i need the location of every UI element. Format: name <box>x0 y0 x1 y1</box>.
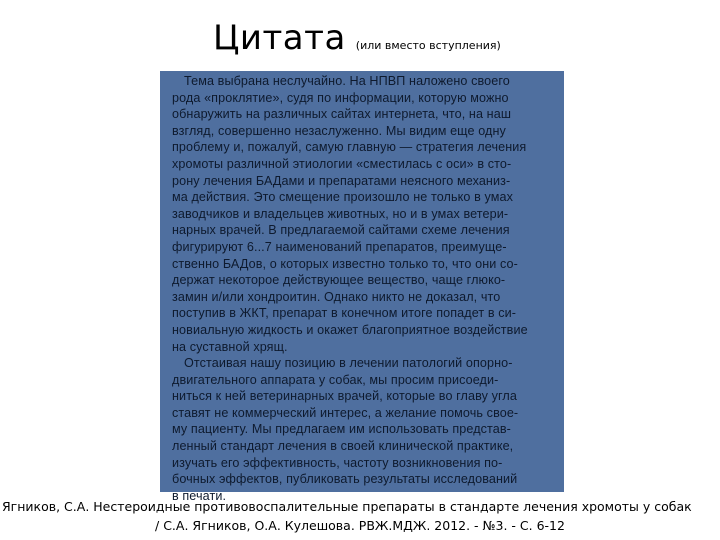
quote-image <box>160 71 564 503</box>
quote-line: ленный стандарт лечения в своей клинической практике, <box>172 439 514 454</box>
quote-line: поступив в ЖКТ, препарат в конечном итоге попадет в си- <box>172 306 517 321</box>
quote-line: бочных эффектов, публиковать результаты исследований <box>172 472 518 487</box>
quote-line: замин и/или хондроитин. Однако никто не доказал, что <box>172 289 501 304</box>
quote-line: держат некоторое действующее вещество, чаще глюко- <box>172 273 506 288</box>
quote-line: ниться к ней ветеринарных врачей, которые во главу угла <box>172 389 517 404</box>
quote-line: Тема выбрана неслучайно. На НПВП наложено своего <box>184 74 510 88</box>
quote-line: на суставной хрящ. <box>172 339 288 354</box>
quote-line: Отстаивая нашу позицию в лечении патологий опорно- <box>184 356 513 371</box>
quote-line: ственно БАДов, о которых известно только то, что они со- <box>172 256 518 271</box>
quote-line: заводчиков и владельцев животных, но и в умах ветери- <box>172 206 509 221</box>
quote-line: му пациенту. Мы предлагаем им использовать представ- <box>172 422 511 437</box>
quote-line: рода «проклятие», судя по информации, которую можно <box>172 90 509 105</box>
quote-line: двигательного аппарата у собак, мы просим присоеди- <box>172 372 499 387</box>
quote-line: ставят не коммерческий интерес, а желание помочь свое- <box>172 405 519 420</box>
quote-line: обнаружить на различных сайтах интернета, что, на наш <box>172 107 512 122</box>
quote-line: новиальную жидкость и окажет благоприятное воздействие <box>172 322 528 337</box>
citation-line-1: Ягников, С.А. Нестероидные противовоспалительные препараты в стандарте лечения хромоты у собак <box>2 499 692 514</box>
slide-title: Цитата <box>213 18 346 58</box>
citation <box>0 497 720 535</box>
quote-line: хромоты различной этиологии «сместилась с оси» в сто- <box>172 156 512 171</box>
quote-line: ма действия. Это смещение произошло не только в умах <box>172 190 513 205</box>
quote-line: фигурируют 6...7 наименований препаратов, преимуще- <box>172 239 507 254</box>
quote-line: нарных врачей. В предлагаемой сайтами схеме лечения <box>172 223 510 238</box>
quote-line: взгляд, совершенно незаслуженно. Мы видим еще одну <box>172 123 506 138</box>
quote-line: рону лечения БАДами и препаратами неясного механиз- <box>172 173 511 188</box>
quote-line: изучать его эффективность, частоту возникновения по- <box>172 455 503 470</box>
quote-line: в печати. <box>172 488 227 503</box>
citation-line-2: / С.А. Ягников, О.А. Кулешова. РВЖ.МДЖ. 2012. - №3. - С. 6-12 <box>155 518 565 533</box>
quote-line: проблему и, пожалуй, самую главную — стратегия лечения <box>172 140 527 155</box>
slide-title-row <box>213 18 501 58</box>
slide-subtitle: (или вместо вступления) <box>355 39 501 52</box>
